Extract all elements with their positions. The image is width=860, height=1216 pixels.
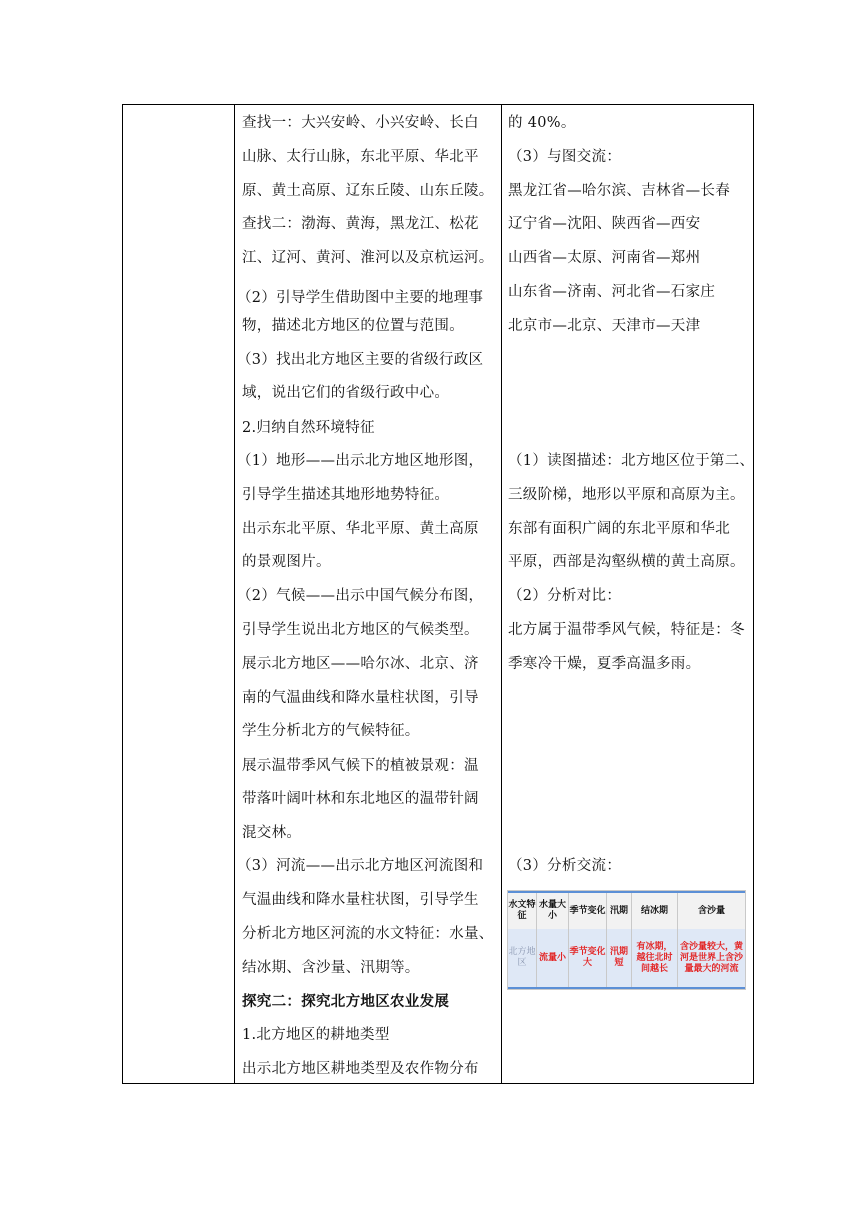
hydrology-table-header	[508, 891, 745, 929]
text-line: 山东省—济南、河北省—石家庄	[508, 284, 716, 300]
text-line: （2）气候——出示中国气候分布图，	[237, 588, 484, 604]
lesson-table	[122, 104, 754, 1084]
text-line: （2）分析对比：	[508, 588, 622, 604]
hydrology-table-image	[507, 890, 746, 990]
header-cell: 汛期	[607, 893, 632, 929]
text-line: 平原，西部是沟壑纵横的黄土高原。	[508, 554, 745, 570]
text-line: 季寒冷干燥，夏季高温多雨。	[508, 656, 701, 672]
text-line: 物，描述北方地区的位置与范围。	[242, 318, 464, 334]
text-line: 结冰期、含沙量、汛期等。	[242, 960, 420, 976]
text-line: 混交林。	[242, 825, 302, 841]
header-cell: 含沙量	[697, 905, 725, 916]
value-cell: 季节变化大	[569, 929, 607, 987]
text-line: 查找二：渤海、黄海，黑龙江、松花	[242, 216, 479, 232]
text-line: 北京市—北京、天津市—天津	[508, 318, 701, 334]
text-line: 2.归纳自然环境特征	[242, 420, 375, 436]
value-cell: 流量小	[537, 929, 569, 987]
column-divider-1	[234, 105, 235, 1083]
text-line: 黑龙江省—哈尔滨、吉林省—长春	[508, 183, 730, 199]
text-line: 的景观图片。	[242, 554, 331, 570]
header-cell: 季节变化	[569, 893, 607, 929]
text-line: 出示东北平原、华北平原、黄土高原	[242, 521, 479, 537]
text-line: 气温曲线和降水量柱状图，引导学生	[242, 892, 479, 908]
text-line: 北方属于温带季风气候，特征是：冬	[508, 622, 745, 638]
header-cell: 水量大小	[537, 893, 569, 929]
text-line: 域，说出它们的省级行政中心。	[242, 385, 450, 401]
text-line: （3）分析交流：	[508, 858, 622, 874]
text-line: （1）读图描述：北方地区位于第二、	[508, 453, 755, 469]
text-line: （3）河流——出示北方地区河流图和	[237, 858, 484, 874]
text-line: 的 40%。	[508, 115, 576, 131]
section-heading: 探究二：探究北方地区农业发展	[242, 993, 450, 1010]
text-line: 学生分析北方的气候特征。	[242, 723, 420, 739]
text-line: 江、辽河、黄河、淮河以及京杭运河。	[242, 250, 494, 266]
value-cell: 有冰期，越往北时间越长	[632, 929, 678, 987]
text-line: （1）地形——出示北方地区地形图，	[237, 453, 484, 469]
header-cell: 水文特征	[508, 893, 537, 929]
text-line: 带落叶阔叶林和东北地区的温带针阔	[242, 791, 479, 807]
text-line: 南的气温曲线和降水量柱状图，引导	[242, 690, 479, 706]
text-line: 展示北方地区——哈尔冰、北京、济	[242, 656, 479, 672]
hydrology-table-row	[508, 929, 745, 989]
text-line: （3）与图交流：	[508, 149, 622, 165]
text-line: 山脉、太行山脉，东北平原、华北平	[242, 149, 479, 165]
value-cell: 含沙量较大，黄河是世界上含沙量最大的河流	[680, 941, 744, 974]
text-line: 山西省—太原、河南省—郑州	[508, 250, 701, 266]
text-line: （2）引导学生借助图中主要的地理事	[237, 290, 484, 306]
text-line: （3）找出北方地区主要的省级行政区	[237, 352, 484, 368]
text-line: 查找一：大兴安岭、小兴安岭、长白	[242, 115, 479, 131]
text-line: 东部有面积广阔的东北平原和华北	[508, 521, 730, 537]
text-line: 引导学生说出北方地区的气候类型。	[242, 622, 479, 638]
text-line: 分析北方地区河流的水文特征：水量、	[242, 926, 494, 942]
text-line: 辽宁省—沈阳、陕西省—西安	[508, 216, 701, 232]
text-line: 出示北方地区耕地类型及农作物分布	[242, 1061, 479, 1077]
text-line: 三级阶梯，地形以平原和高原为主。	[508, 487, 745, 503]
text-line: 展示温带季风气候下的植被景观：温	[242, 758, 479, 774]
text-line: 原、黄土高原、辽东丘陵、山东丘陵。	[242, 183, 494, 199]
row-label-cell: 北方地区	[508, 929, 537, 987]
value-cell: 汛期短	[607, 929, 632, 987]
column-divider-2	[501, 105, 502, 1083]
header-cell: 结冰期	[632, 893, 678, 929]
text-line: 引导学生描述其地形地势特征。	[242, 487, 450, 503]
text-line: 1.北方地区的耕地类型	[242, 1027, 390, 1043]
